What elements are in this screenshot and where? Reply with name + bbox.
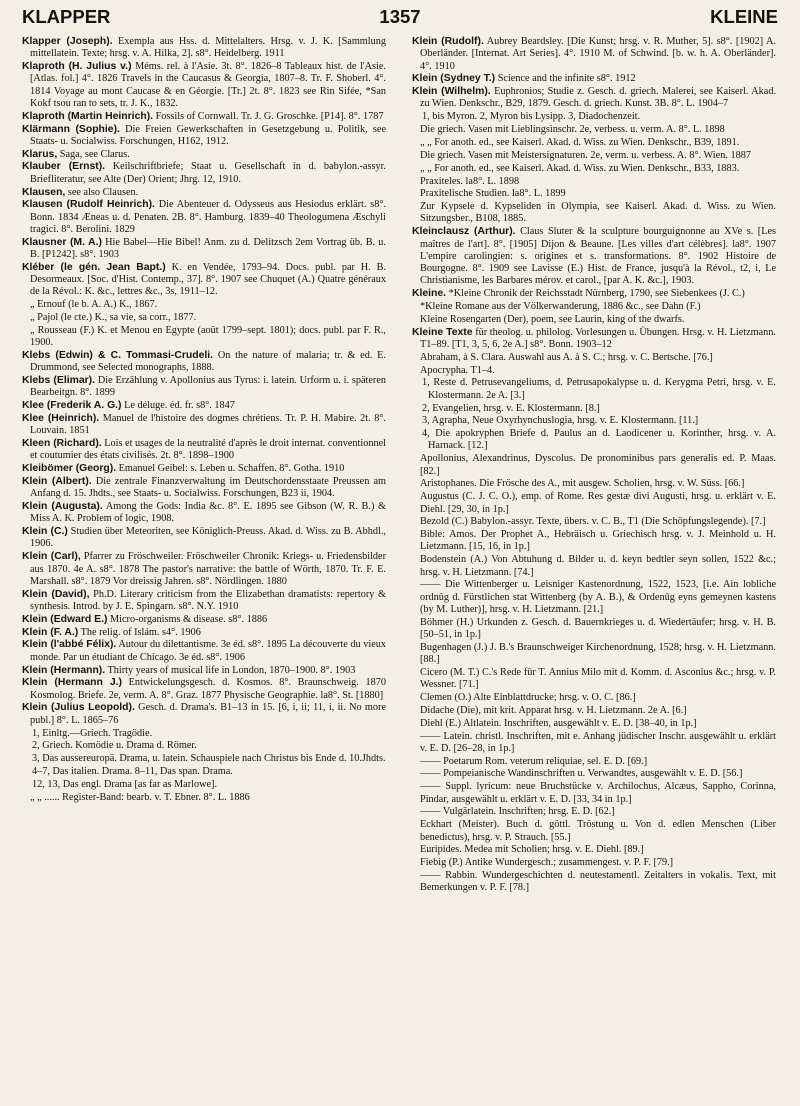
entry-heading: Klein (l'abbé Félix). <box>22 639 117 651</box>
entry-text: Eckhart (Meister). Buch d. göttl. Tröstung u. Von d. edlen Menschen (Liber benedictus), hrsg. v. P. Strauch. [55.] <box>420 819 776 843</box>
entry-text: „ „ For anoth. ed., see Kaiserl. Akad. d. Wiss. zu Wien. Denkschr., B33, 1883. <box>420 162 740 174</box>
entry-heading: Klein (David), <box>22 588 90 600</box>
entry-text: Didache (Die), mit krit. Apparat hrsg. v. H. Lietzmann. 2e A. [6.] <box>420 704 687 716</box>
catalogue-entry <box>412 554 776 579</box>
entry-text: Die zentrale Finanzverwaltung im Deutschordensstaate Preussen am Anfang d. 15. Jhdts., see Staats- u. Socialwiss. Forschungen, B23 ii, 1904. <box>30 476 386 500</box>
entry-text: Méms. rel. à l'Asie. 3t. 8°. 1826–8 Tableaux hist. de l'Asie. [Atlas. fol.] 4°. 1826 Travels in the Caucasus & Georgia, 1807–8. Tr. F. Shoberl. 4°. 1814 Voyage au mont Caucase & en Géorgie. [Tr.] 2t. 8°. 1823 see Rin Sifée, *San Kokf tsou ran to sets, tr. J. K., 1832. <box>30 61 386 109</box>
entry-text: Die griech. Vasen mit Meistersignaturen. 2e, verm. u. verbess. A. 8°. Wien. 1887 <box>420 149 751 161</box>
entry-text: „ „ ...... Register-Band: bearb. v. T. Ebner. 8°. L. 1886 <box>30 791 250 803</box>
page-number: 1357 <box>379 6 421 27</box>
entry-text: Praxiteles. la8°. L. 1898 <box>420 175 520 187</box>
entry-heading: Klein (Edward E.) <box>22 613 108 625</box>
catalogue-entry <box>412 314 776 326</box>
catalogue-entry <box>412 201 776 226</box>
entry-text: 3, Agrapha, Neue Oxyrhynchuslogia, hrsg. v. E. Klostermann. [11.] <box>422 415 699 427</box>
entry-heading: Klebs (Edwin) & C. Tommasi-Crudeli. <box>22 349 214 361</box>
entry-text: Die Abenteuer d. Odysseus aus Hesiodus erklärt. s8°. Bonn. 1834 Æneas u. d. Penaten. 2B. 8°. Hamburg. 1839–40 Theologumena Æschyli tragici. 8°. Berolini. 1829 <box>30 199 386 235</box>
entry-heading: Kleen (Richard). <box>22 438 102 450</box>
entry-text: 1, Reste d. Petrusevangeliums, d. Petrusapokalypse u. d. Kerygma Petri, hrsg. v. E. Klostermann. 2e A. [3.] <box>422 377 776 401</box>
catalogue-entry <box>412 352 776 364</box>
entry-heading: Klausner (M. A.) <box>22 236 102 248</box>
catalogue-entry <box>412 781 776 806</box>
entry-text: Böhmer (H.) Urkunden z. Gesch. d. Bauernkrieges u. d. Wiedertäufer; hrsg. v. H. B. [50–51, in 1p.] <box>420 616 776 640</box>
entry-text: 2, Evangelien, hrsg. v. E. Klostermann. [8.] <box>422 402 600 414</box>
catalogue-entry <box>412 667 776 692</box>
entry-text: see also Clausen. <box>67 186 139 198</box>
entry-text: Ph.D. Literary criticism from the Elizabethan dramatists: repertory & synthesis. Introd. by J. E. Spingarn. s8°. N.Y. 1910 <box>30 588 386 612</box>
entry-text: Micro-organisms & disease. s8°. 1886 <box>110 613 268 625</box>
entry-text: Gesch. d. Drama's. B1–13 in 15. [6, i, ii; 11, i, ii. No more publ.] 8°. L. 1865–76 <box>30 702 386 726</box>
entry-heading: Klein (F. A.) <box>22 626 79 638</box>
entry-text: 2, Griech. Komödie u. Drama d. Römer. <box>32 740 197 752</box>
catalogue-entry <box>412 365 776 377</box>
entry-text: „ Pajol (le cte.) K., sa vie, sa corr., 1877. <box>30 312 197 324</box>
catalogue-entry <box>412 453 776 478</box>
catalogue-entry <box>412 403 776 415</box>
entry-text: Abraham, à S. Clara. Auswahl aus A. à S. C.; hrsg. v. C. Bertsche. [76.] <box>420 351 713 363</box>
entry-text: Manuel de l'histoire des dogmes chrétiens. Tr. P. H. Mabire. 2t. 8°. Louvain. 1851 <box>30 413 386 437</box>
entry-text: „ Ernouf (le b. A. A.) K., 1867. <box>30 299 158 311</box>
catalogue-entry <box>412 731 776 756</box>
entry-text: Keilschriftbriefe; Staat u. Gesellschaft in d. babylon.-assyr. Briefliteratur, see Alte (Der) Orient; Jhrg. 12, 1910. <box>30 161 386 185</box>
entry-text: The relig. of Islám. s4°. 1906 <box>80 626 201 638</box>
catalogue-entry <box>412 617 776 642</box>
catalogue-entry <box>22 677 386 702</box>
entry-heading: Kleine. <box>412 288 447 300</box>
catalogue-entry <box>22 589 386 614</box>
catalogue-entry <box>22 728 386 740</box>
catalogue-entry <box>412 188 776 200</box>
catalogue-entry <box>22 526 386 551</box>
catalogue-entry <box>412 478 776 490</box>
entry-text: —— Die Wittenberger u. Leisniger Kastenordnung, 1522, 1523, [i.e. Ain lobliche ordnūg d. Fürstlichen stat Wittenberg (by A. B.), & Ordenūg eyns gemeynen kastens (by M. Luther)], hrsg. v. H. Lietzmann. [21.] <box>420 579 776 615</box>
catalogue-entry <box>22 237 386 262</box>
entry-text: „ Rousseau (F.) K. et Menou en Egypte (août 1799–sept. 1801); docs. publ. par F. R., 1900. <box>30 324 386 349</box>
entry-heading: Klaproth (H. Julius v.) <box>22 61 132 73</box>
entry-heading: Klaproth (Martin Heinrich). <box>22 110 154 122</box>
catalogue-entry <box>412 301 776 313</box>
catalogue-entry <box>22 639 386 664</box>
entry-text: 1, bis Myron. 2, Myron bis Lysipp. 3, Diadochenzeit. <box>422 111 641 123</box>
catalogue-entry <box>412 491 776 516</box>
entry-heading: Kléber (le gén. Jean Bapt.) <box>22 261 166 273</box>
entry-text: Claus Sluter & la sculpture bourguignonne au XVe s. [Les maîtres de l'art]. 8°. [1905] Dijon & Beaune. [Les villes d'art célèbres]. la8°. 1907 L'empire carolingien: s. origines et s. transformations. 8°. 1902 Histoire de Bourgogne. 8°. 1909 see Lavisse (E.) Hist. de France, jusqu'à la Révol., t2, i, Le Christianisme, les Barbares mérov. et carol., [par A. K. &c.], 1903. <box>420 226 776 287</box>
entry-heading: Klee (Heinrich). <box>22 413 100 424</box>
entry-text: Bible: Amos. Der Prophet A., Hebräisch u. Griechisch hrsg. v. J. Meinhold u. H. Lietzmann. [15, 16, in 1p.] <box>420 529 776 553</box>
entry-text: „ „ For anoth. ed., see Kaiserl. Akad. d. Wiss. zu Wien. Denkschr., B39, 1891. <box>420 136 740 148</box>
entry-text: für theolog. u. philolog. Vorlesungen u. Übungen. Hrsg. v. H. Lietzmann. T1–89. [T1, 3, 5, 6, 2e A.] s8°. Bonn. 1903–12 <box>420 326 776 350</box>
catalogue-entry <box>412 226 776 287</box>
catalogue-entry <box>22 614 386 626</box>
entry-heading: Klarus, <box>22 148 58 160</box>
entry-text: Kleine Rosengarten (Der), poem, see Laurin, king of the dwarfs. <box>420 313 685 325</box>
entry-text: Emanuel Geibel: s. Leben u. Schaffen. 8°. Gotha. 1910 <box>118 463 345 475</box>
entry-heading: Klein (Hermann J.) <box>22 677 122 689</box>
catalogue-entry <box>22 36 386 61</box>
entry-text: Augustus (C. J. C. O.), emp. of Rome. Res gestæ divi Augusti, hrsg. u. erklärt v. E. Diehl. [29, 30, in 1p.] <box>420 491 776 515</box>
entry-text: —— Vulgärlatein. Inschriften; hrsg. E. D. [62.] <box>420 806 615 818</box>
entry-text: Euphronios; Studie z. Gesch. d. griech. Malerei, see Kaiserl. Akad. zu Wien. Denkschr., B29, 1879. Gesch. d. griech. Kunst. 3B. 8°. L. 1904–7 <box>420 86 776 110</box>
catalogue-entry <box>22 501 386 526</box>
entry-text: *Kleine Romane aus der Völkerwanderung, 1886 &c., see Dahn (F.) <box>420 300 701 312</box>
entry-heading: Klein (Rudolf). <box>412 36 484 47</box>
entry-text: Bodenstein (A.) Von Abtuhung d. Bilder u. d. keyn bedtler seyn sollen, 1522 &c.; hrsg. v. H. Lietzmann. [74.] <box>420 554 776 578</box>
entry-text: Zur Kypsele d. Kypseliden in Olympia, see Kaiserl. Akad. d. Wiss. zu Wien. Sitzungsber., B108, 1885. <box>420 201 776 225</box>
catalogue-entry <box>412 844 776 856</box>
entry-text: 1, Einltg.—Griech. Tragödie. <box>32 727 153 739</box>
catalogue-entry <box>412 516 776 528</box>
left-column <box>22 36 386 1096</box>
entry-heading: Klein (C.) <box>22 526 68 538</box>
catalogue-entry <box>412 86 776 111</box>
catalogue-entry <box>22 299 386 311</box>
right-column <box>412 36 776 1096</box>
entry-text: 12, 13, Das engl. Drama [as far as Marlowe]. <box>32 778 218 790</box>
entry-heading: Klausen, <box>22 186 66 198</box>
entry-text: —— Pompeianische Wandinschriften u. Verwandtes, ausgewählt v. E. D. [56.] <box>420 768 743 780</box>
entry-text: Hie Babel—Hie Bibel! Anm. zu d. Delitzsch 2em Vortrag üb. B. u. B. [P1242]. s8°. 1903 <box>30 236 386 260</box>
catalogue-entry <box>412 288 776 300</box>
catalogue-entry <box>22 124 386 149</box>
catalogue-entry <box>412 768 776 780</box>
entry-text: 3, Das aussereuropä. Drama, u. latein. Schauspiele nach Christus bis Ende d. 10.Jhdts. <box>32 753 386 765</box>
catalogue-entry <box>412 692 776 704</box>
catalogue-entry <box>412 870 776 895</box>
catalogue-entry <box>22 627 386 639</box>
catalogue-entry <box>22 702 386 727</box>
catalogue-entry <box>22 463 386 475</box>
entry-heading: Klein (Albert). <box>22 476 92 488</box>
catalogue-entry <box>22 753 386 765</box>
entry-text: Euripides. Medea mit Scholien; hrsg. v. E. Diehl. [89.] <box>420 844 644 856</box>
entry-text: Le déluge. éd. fr. s8°. 1847 <box>124 400 235 412</box>
catalogue-entry <box>22 350 386 375</box>
entry-text: Science and the infinite s8°. 1912 <box>497 73 636 85</box>
entry-text: Lois et usages de la neutralité d'après le droit internat. conventionnel et coutumier des états civilisés. 2t. 8°. 1898–1900 <box>30 438 386 462</box>
entry-heading: Klee (Frederik A. G.) <box>22 400 122 412</box>
entry-text: On the nature of malaria; tr. & ed. E. Drummond, see Selected monographs, 1888. <box>30 349 386 374</box>
catalogue-entry <box>22 149 386 161</box>
entry-heading: Klauber (Ernst). <box>22 161 106 173</box>
entry-text: Die griech. Vasen mit Lieblingsinschr. 2e, verbess. u. verm. A. 8°. L. 1898 <box>420 124 725 136</box>
catalogue-entry <box>22 262 386 299</box>
catalogue-entry <box>412 529 776 554</box>
entry-text: Fiebig (P.) Antike Wundergesch.; zusammengest. v. P. F. [79.] <box>420 857 674 869</box>
catalogue-entry <box>412 705 776 717</box>
entry-heading: Klapper (Joseph). <box>22 36 113 47</box>
catalogue-entry <box>412 415 776 427</box>
catalogue-entry <box>412 163 776 175</box>
entry-text: Among the Gods: India &c. 8°. E. 1895 see Gibson (W. R. B.) & Miss A. K. Problem of logic, 1908. <box>30 501 386 525</box>
catalogue-entry <box>412 857 776 869</box>
entry-heading: Klausen (Rudolf Heinrich). <box>22 199 155 211</box>
entry-heading: Klein (Hermann). <box>22 664 106 676</box>
catalogue-entry <box>22 199 386 236</box>
catalogue-entry <box>22 312 386 324</box>
catalogue-entry <box>22 766 386 778</box>
catalogue-entry <box>22 161 386 186</box>
catalogue-entry <box>412 579 776 616</box>
entry-text: 4, Die apokryphen Briefe d. Paulus an d. Laodicener u. Korinther, hrsg. v. A. Harnack. [12.] <box>422 428 776 452</box>
catalogue-entry <box>412 73 776 85</box>
catalogue-entry <box>22 792 386 804</box>
entry-text: —— Latein. christl. Inschriften, mit e. Anhang jüdischer Inschr. ausgewählt u. erklärt v. E. D. [26–28, in 1p.] <box>420 730 776 754</box>
entry-text: Studien über Meteoriten, see Königlich-Preuss. Akad. d. Wiss. zu B. Abhdl., 1906. <box>30 526 386 550</box>
catalogue-entry <box>22 61 386 110</box>
entry-text: Fossils of Cornwall. Tr. J. G. Groschke. [P14]. 8°. 1787 <box>155 110 384 122</box>
entry-text: Clemen (O.) Alte Einblattdrucke; hrsg. v. O. C. [86.] <box>420 692 636 703</box>
entry-heading: Klebs (Elimar). <box>22 375 96 387</box>
catalogue-entry <box>412 150 776 162</box>
entry-text: Praxitelische Studien. la8°. L. 1899 <box>420 188 566 200</box>
catalogue-entry <box>412 428 776 453</box>
entry-heading: Klein (Wilhelm). <box>412 86 491 98</box>
entry-heading: Klein (Julius Leopold). <box>22 702 135 714</box>
entry-text: Pfarrer zu Fröschweiler. Fröschweiler Chronik: Kriegs- u. Friedensbilder aus 1870. 4e A. s8°. 1878 The pastor's narrative: the battle of Wörth, 1870. Tr. F. E. Marshall. s8°. 1879 Vor dreissig Jahren. s8°. Nördlingen. 1880 <box>30 551 386 587</box>
catalogue-entry <box>412 36 776 73</box>
entry-text: Saga, see Clarus. <box>59 148 130 160</box>
entry-text: *Kleine Chronik der Reichsstadt Nürnberg, 1790, see Siebenkees (J. C.) <box>448 288 745 300</box>
catalogue-entry <box>412 806 776 818</box>
entry-text: Entwickelungsgesch. d. Kosmos. 8°. Braunschweig. 1870 Kosmolog. Briefe. 2e, verm. A. 8°. Graz. 1877 Physische Geographie. la8°. St. [1880] <box>30 677 386 701</box>
catalogue-entry <box>412 124 776 136</box>
entry-text: —— Suppl. lyricum: neue Bruchstücke v. Archilochus, Alcæus, Sappho, Corinna, Pindar, ausgewählt u. erklärt v. E. D. [33, 34 in 1p.] <box>420 781 776 805</box>
catalogue-entry <box>22 551 386 588</box>
catalogue-entry <box>412 111 776 123</box>
entry-text: Die Erzählung v. Apollonius aus Tyrus: i. latein. Urform u. i. späteren Bearbeitgn. 8°. 1899 <box>30 375 386 399</box>
entry-text: K. en Vendée, 1793–94. Docs. publ. par H. B. Desormeaux. [Soc. d'Hist. Contemp., 37]. 8°. 1907 see Chuquet (A.) Quatre généraux de la Révol.: K. &c., lettres &c., 3s, 1911–12. <box>30 261 386 298</box>
entry-text: Aubrey Beardsley. [Die Kunst; hrsg. v. R. Muther, 5]. s8°. [1902] A. Oberländer. [Internat. Art Series]. 4°. 1910 M. of Schwind. [b. w. h. A. Oberländer]. 4°. 1910 <box>420 36 776 72</box>
catalogue-entry <box>22 375 386 400</box>
entry-text: Apocrypha. T1–4. <box>420 364 495 376</box>
header-left-guide-word: KLAPPER <box>22 6 111 27</box>
catalogue-entry <box>412 756 776 768</box>
catalogue-entry <box>22 187 386 199</box>
entry-text: Exempla aus Hss. d. Mittelalters. Hrsg. v. J. K. [Sammlung mittellatein. Texte; hrsg. v. A. Hilka, 2]. s8°. Heidelberg. 1911 <box>30 36 386 60</box>
entry-text: Die Freien Gewerkschaften in Gesetzgebung u. Politik, see Staats- u. Socialwiss. Forschungen, H162, 1912. <box>30 123 386 147</box>
entry-text: Thirty years of musical life in London, 1870–1900. 8°. 1903 <box>107 664 356 676</box>
catalogue-entry <box>412 819 776 844</box>
header-right-guide-word: KLEINE <box>710 6 778 27</box>
catalogue-entry <box>22 413 386 438</box>
catalogue-entry <box>412 176 776 188</box>
catalogue-entry <box>22 438 386 463</box>
entry-text: Diehl (E.) Altlatein. Inschriften, ausgewählt v. E. D. [38–40, in 1p.] <box>420 717 697 729</box>
catalogue-entry <box>412 377 776 402</box>
entry-heading: Klein (Augusta). <box>22 501 103 513</box>
entry-text: Apollonius, Alexandrinus, Dyscolus. De pronominibus pars generalis ed. P. Maas. [82.] <box>420 453 776 477</box>
running-head <box>22 6 778 28</box>
entry-heading: Kleinclausz (Arthur). <box>412 226 516 238</box>
catalogue-entry <box>412 718 776 730</box>
catalogue-entry <box>22 400 386 412</box>
catalogue-entry <box>22 779 386 791</box>
catalogue-entry <box>22 476 386 501</box>
entry-text: 4–7, Das italien. Drama. 8–11, Das span. Drama. <box>32 766 233 778</box>
entry-text: Aristophanes. Die Frösche des A., mit ausgew. Scholien, hrsg. v. W. Süss. [66.] <box>420 478 745 490</box>
catalogue-entry <box>22 665 386 677</box>
catalogue-entry <box>412 137 776 149</box>
entry-heading: Kleibömer (Georg). <box>22 463 117 475</box>
catalogue-entry <box>22 740 386 752</box>
catalogue-entry <box>22 325 386 350</box>
entry-text: —— Poetarum Rom. veterum reliquiae, sel. E. D. [69.] <box>420 755 648 767</box>
entry-heading: Klärmann (Sophie). <box>22 123 120 135</box>
entry-heading: Kleine Texte <box>412 326 473 338</box>
entry-heading: Klein (Carl), <box>22 551 81 563</box>
catalogue-entry <box>22 111 386 123</box>
entry-text: Bugenhagen (J.) J. B.'s Braunschweiger Kirchenordnung, 1528; hrsg. v. H. Lietzmann. [88.] <box>420 641 776 666</box>
entry-text: —— Rabbin. Wundergeschichten d. neutestamentl. Zeitalters in vokalis. Text, mit Bemerkungen v. P. F. [78.] <box>420 870 776 894</box>
entry-heading: Klein (Sydney T.) <box>412 73 496 85</box>
entry-text: Bezold (C.) Babylon.-assyr. Texte, übers. v. C. B., T1 (Die Schöpfungslegende). [7.] <box>420 516 766 528</box>
catalogue-entry <box>412 642 776 667</box>
entry-text: Cicero (M. T.) C.'s Rede für T. Annius Milo mit d. Komm. d. Asconius &c.; hrsg. v. P. Wessner. [71.] <box>420 666 776 691</box>
catalogue-entry <box>412 327 776 352</box>
entry-text: Autour du dilettantisme. 3e éd. s8°. 1895 La découverte du vieux monde. Par un étudiant de Chicago. 3e éd. s8°. 1906 <box>30 639 386 663</box>
